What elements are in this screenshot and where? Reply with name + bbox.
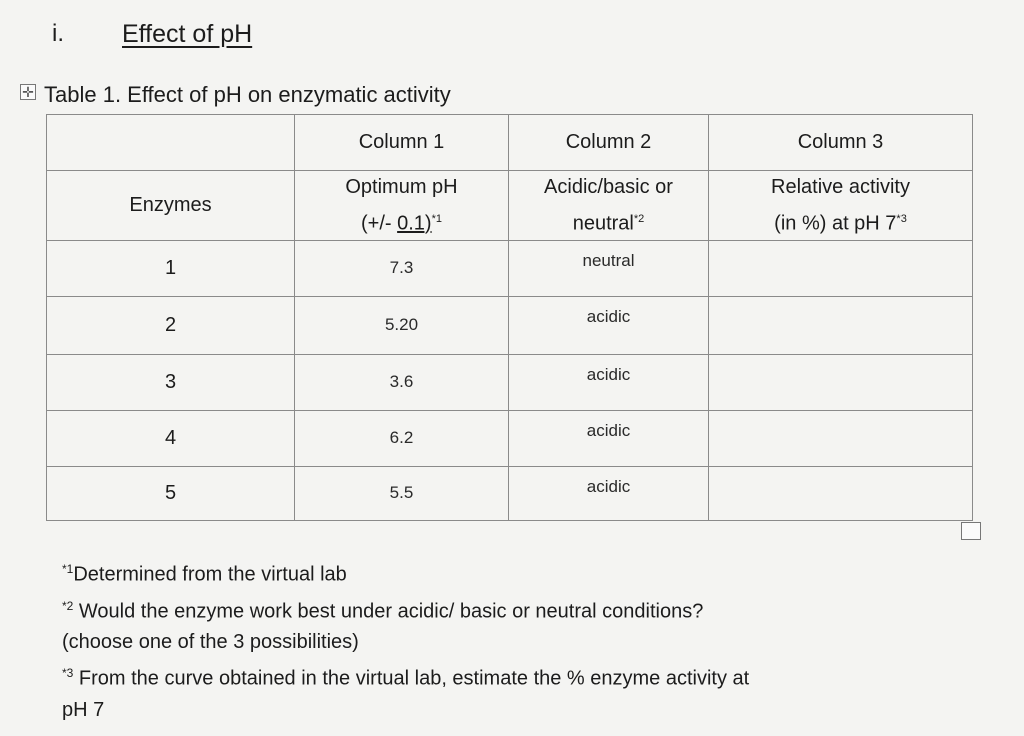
optimum-ph-header	[295, 171, 509, 241]
footnote-2-continued	[62, 627, 749, 658]
activity-cell[interactable]	[709, 354, 973, 410]
condition-cell[interactable]: acidic	[509, 296, 709, 354]
activity-header-line2	[709, 203, 972, 240]
condition-cell[interactable]: neutral	[509, 240, 709, 296]
activity-header	[709, 171, 973, 241]
column-1-header: Column 1	[295, 115, 509, 171]
condition-cell[interactable]: acidic	[509, 466, 709, 520]
table-row	[47, 240, 973, 296]
enzyme-cell: 3	[47, 354, 295, 410]
optimum-ph-cell[interactable]: 3.6	[295, 354, 509, 410]
condition-cell[interactable]: acidic	[509, 354, 709, 410]
footnote-text: pH 7	[62, 698, 105, 721]
footnote-text: From the curve obtained in the virtual lab, estimate the % enzyme activity at	[78, 667, 750, 690]
footnote-text: (choose one of the 3 possibilities)	[62, 631, 359, 654]
footnote-ref-1: *1	[431, 213, 442, 225]
table-row	[47, 354, 973, 410]
activity-cell[interactable]	[709, 240, 973, 296]
footnote-mark: *2	[62, 598, 74, 613]
header-row	[47, 171, 973, 241]
footnote-mark: *3	[62, 666, 74, 681]
optimum-ph-cell[interactable]: 6.2	[295, 410, 509, 466]
column-2-header: Column 2	[509, 115, 709, 171]
footnote-3	[62, 658, 749, 695]
footnote-ref-2: *2	[633, 213, 645, 225]
table-row	[47, 466, 973, 520]
column-3-header: Column 3	[709, 115, 973, 171]
condition-cell[interactable]: acidic	[509, 410, 709, 466]
table-caption: Table 1. Effect of pH on enzymatic activity	[44, 82, 451, 107]
table-row	[47, 410, 973, 466]
optimum-ph-cell[interactable]: 5.5	[295, 466, 509, 520]
section-title: Effect of pH	[122, 20, 253, 48]
optimum-ph-header-line2	[295, 203, 508, 240]
footnote-3-continued	[62, 695, 749, 726]
column-number-row	[47, 115, 973, 171]
activity-cell[interactable]	[709, 410, 973, 466]
condition-header-line2	[509, 203, 708, 240]
table-row	[47, 296, 973, 354]
footnote-text: Would the enzyme work best under acidic/ basic or neutral conditions?	[78, 600, 704, 623]
enzyme-cell: 1	[47, 240, 295, 296]
enzyme-table	[46, 114, 973, 521]
activity-cell[interactable]	[709, 296, 973, 354]
footnote-text: Determined from the virtual lab	[73, 563, 347, 586]
optimum-ph-cell[interactable]: 7.3	[295, 240, 509, 296]
footnote-1	[62, 554, 749, 591]
condition-header	[509, 171, 709, 241]
optimum-ph-cell[interactable]: 5.20	[295, 296, 509, 354]
section-number: i.	[52, 20, 64, 47]
resize-handle-icon[interactable]	[961, 522, 981, 540]
optimum-ph-header-prefix: (+/-	[361, 212, 398, 235]
empty-corner-cell[interactable]	[47, 115, 295, 171]
optimum-ph-header-tolerance: 0.1)	[397, 212, 432, 235]
optimum-ph-header-line1: Optimum pH	[345, 176, 458, 198]
enzyme-cell: 2	[47, 296, 295, 354]
footnote-ref-3: *3	[896, 213, 907, 225]
activity-header-text: (in %) at pH 7	[774, 212, 897, 235]
condition-header-line1: Acidic/basic or	[544, 176, 673, 198]
activity-header-line1: Relative activity	[771, 176, 910, 198]
enzyme-cell: 4	[47, 410, 295, 466]
footnote-mark: *1	[62, 562, 74, 576]
activity-cell[interactable]	[709, 466, 973, 520]
move-icon[interactable]: ✛	[20, 84, 36, 100]
footnotes	[62, 554, 749, 726]
condition-header-word: neutral	[572, 212, 634, 235]
footnote-2	[62, 591, 749, 628]
enzyme-cell: 5	[47, 466, 295, 520]
enzymes-header: Enzymes	[47, 171, 295, 241]
